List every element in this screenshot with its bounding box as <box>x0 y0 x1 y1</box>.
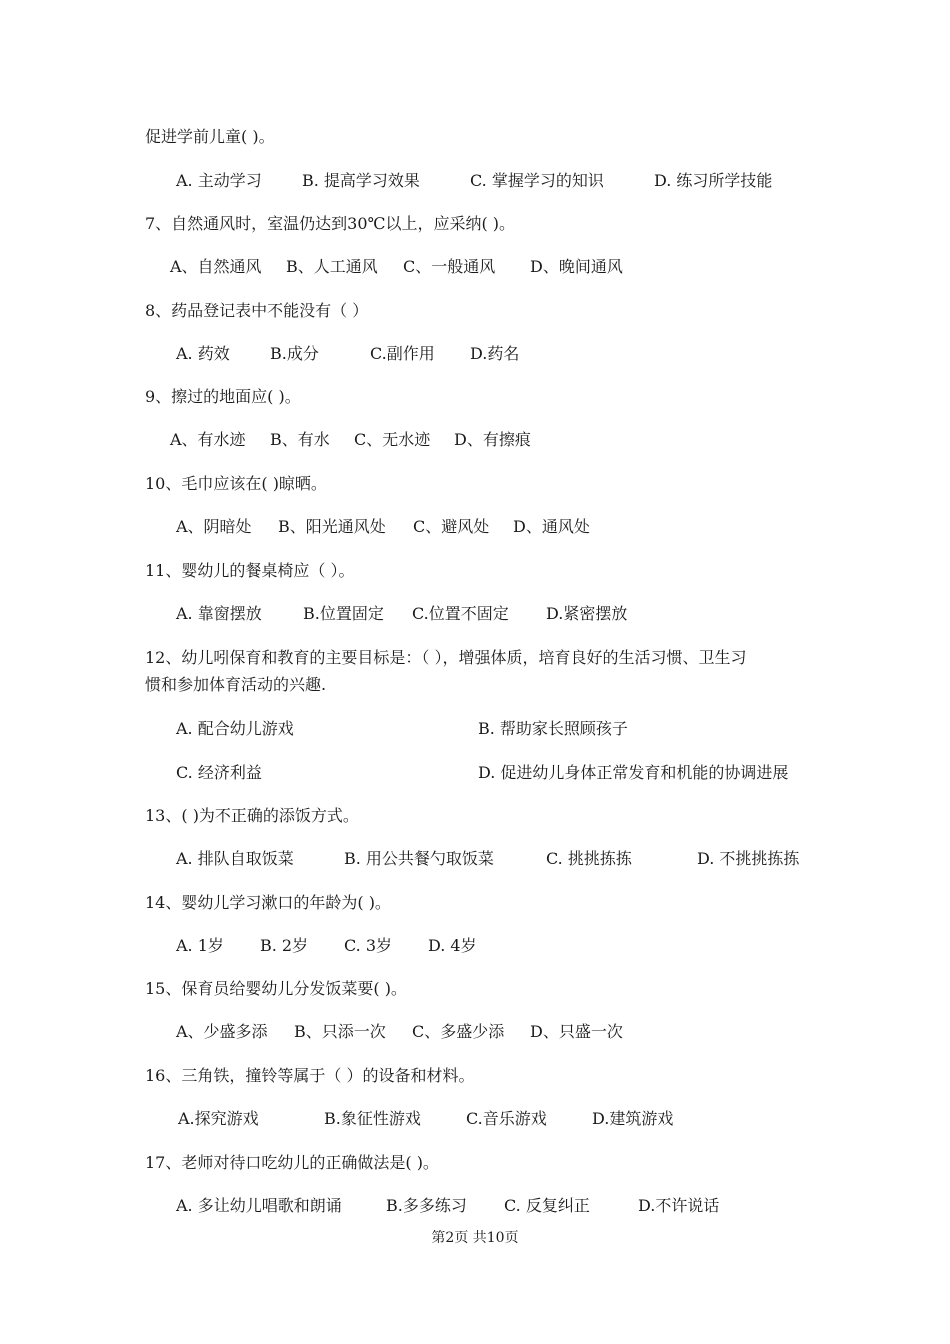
q14-option-d: D. 4岁 <box>428 936 477 955</box>
q13-option-d: D. 不挑挑拣拣 <box>697 849 800 868</box>
q12-option-d: D. 促进幼儿身体正常发育和机能的协调进展 <box>478 763 789 782</box>
q11-option-b: B.位置固定 <box>303 604 384 623</box>
q11-option-d: D.紧密摆放 <box>546 604 628 623</box>
q17-option-b: B.多多练习 <box>386 1196 467 1215</box>
q6-option-c: C. 掌握学习的知识 <box>470 171 604 190</box>
q16-option-b: B.象征性游戏 <box>324 1109 421 1128</box>
q6-option-d: D. 练习所学技能 <box>654 171 773 190</box>
q9-option-d: D、有擦痕 <box>454 430 531 449</box>
q17-option-a: A. 多让幼儿唱歌和朗诵 <box>176 1196 342 1215</box>
q14-option-b: B. 2岁 <box>260 936 309 955</box>
q16-option-a: A.探究游戏 <box>178 1109 259 1128</box>
question-15: 15、保育员给婴幼儿分发饭菜要( )。 <box>145 979 407 998</box>
q16-option-c: C.音乐游戏 <box>466 1109 547 1128</box>
q17-option-d: D.不许说话 <box>638 1196 720 1215</box>
q10-option-c: C、避风处 <box>413 517 490 536</box>
q7-option-b: B、人工通风 <box>286 257 378 276</box>
q14-option-a: A. 1岁 <box>176 936 224 955</box>
question-17: 17、老师对待口吃幼儿的正确做法是( )。 <box>145 1153 439 1172</box>
q15-option-b: B、只添一次 <box>294 1022 386 1041</box>
q11-option-c: C.位置不固定 <box>412 604 509 623</box>
q16-option-d: D.建筑游戏 <box>592 1109 674 1128</box>
q15-option-d: D、只盛一次 <box>530 1022 623 1041</box>
q7-option-c: C、一般通风 <box>403 257 496 276</box>
question-12-line-2: 惯和参加体育活动的兴趣. <box>145 675 327 694</box>
question-10: 10、毛巾应该在( )晾晒。 <box>145 474 327 493</box>
q8-option-c: C.副作用 <box>370 344 435 363</box>
q13-option-c: C. 挑挑拣拣 <box>546 849 632 868</box>
q15-option-a: A、少盛多添 <box>176 1022 268 1041</box>
q12-option-b: B. 帮助家长照顾孩子 <box>478 719 628 738</box>
q6-option-b: B. 提高学习效果 <box>302 171 420 190</box>
q10-option-d: D、通风处 <box>513 517 590 536</box>
q8-option-d: D.药名 <box>470 344 520 363</box>
q9-option-b: B、有水 <box>270 430 330 449</box>
q7-option-d: D、晚间通风 <box>530 257 623 276</box>
q11-option-a: A. 靠窗摆放 <box>176 604 262 623</box>
q6-option-a: A. 主动学习 <box>176 171 262 190</box>
q12-option-a: A. 配合幼儿游戏 <box>176 719 294 738</box>
q7-option-a: A、自然通风 <box>170 257 262 276</box>
question-13: 13、( )为不正确的添饭方式。 <box>145 806 359 825</box>
q13-option-b: B. 用公共餐勺取饭菜 <box>344 849 494 868</box>
q10-option-a: A、阴暗处 <box>176 517 252 536</box>
question-7: 7、自然通风时，室温仍达到30℃以上，应采纳( )。 <box>145 214 516 233</box>
q10-option-b: B、阳光通风处 <box>278 517 386 536</box>
q8-option-b: B.成分 <box>270 344 319 363</box>
q15-option-c: C、多盛少添 <box>412 1022 505 1041</box>
question-9: 9、擦过的地面应( )。 <box>145 387 301 406</box>
page-footer: 第2页 共10页 <box>431 1230 519 1246</box>
question-16: 16、三角铁，撞铃等属于（ ）的设备和材料。 <box>145 1066 475 1085</box>
question-12-line-1: 12、幼儿吲保育和教育的主要目标是：（ ），增强体质，培育良好的生活习惯、卫生习 <box>145 648 747 667</box>
question-8: 8、药品登记表中不能没有（ ） <box>145 301 369 320</box>
q14-option-c: C. 3岁 <box>344 936 393 955</box>
question-6-tail: 促进学前儿童( )。 <box>145 127 275 146</box>
q17-option-c: C. 反复纠正 <box>504 1196 590 1215</box>
q8-option-a: A. 药效 <box>176 344 230 363</box>
question-11: 11、婴幼儿的餐桌椅应（ ）。 <box>145 561 355 580</box>
q9-option-c: C、无水迹 <box>354 430 431 449</box>
q9-option-a: A、有水迹 <box>170 430 246 449</box>
question-14: 14、婴幼儿学习漱口的年龄为( )。 <box>145 893 391 912</box>
q13-option-a: A. 排队自取饭菜 <box>176 849 294 868</box>
q12-option-c: C. 经济利益 <box>176 763 262 782</box>
